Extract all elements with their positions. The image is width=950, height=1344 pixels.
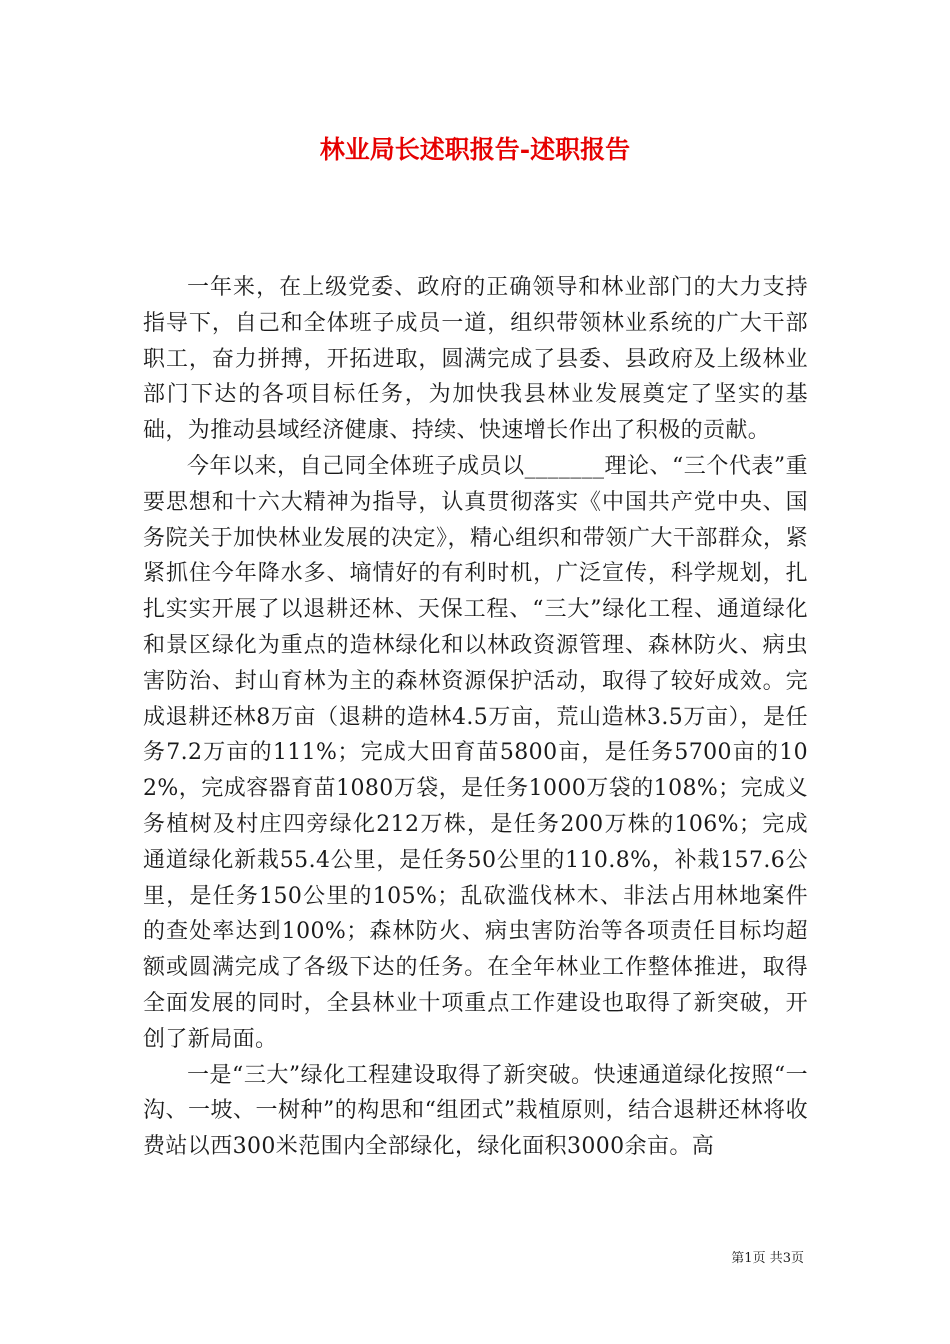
total-pages-number: 3 (782, 1251, 791, 1266)
document-title: 林业局长述职报告-述职报告 (319, 135, 631, 164)
page-prefix: 第 (731, 1251, 745, 1266)
page-suffix: 页 (790, 1251, 804, 1266)
paragraph-greening: 一是“三大”绿化工程建设取得了新突破。快速通道绿化按照“一沟、一坡、一树种”的构思和“组团式”栽植原则，结合退耕还林将收费站以西300米范围内全部绿化，绿化面积3000余亩。高 (143, 1062, 808, 1160)
current-page-number: 1 (744, 1251, 753, 1266)
paragraph-intro: 一年来，在上级党委、政府的正确领导和林业部门的大力支持指导下，自己和全体班子成员一道，组织带领林业系统的广大干部职工，奋力拼搏，开拓进取，圆满完成了县委、县政府及上级林业部门下达的各项目标任务，为加快我县林业发展奠定了坚实的基础，为推动县域经济健康、持续、快速增长作出了积极的贡献。 (143, 275, 808, 444)
page-number-footer (731, 1247, 804, 1266)
page-middle: 页 共 (752, 1251, 783, 1266)
document-body (143, 270, 808, 1165)
paragraph-achievements: 今年以来，自己同全体班子成员以_______理论、“三个代表”重要思想和十六大精神为指导，认真贯彻落实《中国共产党中央、国务院关于加快林业发展的决定》，精心组织和带领广大干部群众，紧紧抓住今年降水多、墒情好的有利时机，广泛宣传，科学规划，扎扎实实开展了以退耕还林、天保工程、“三大”绿化工程、通道绿化和景区绿化为重点的造林绿化和以林政资源管理、森林防火、病虫害防治、封山育林为主的森林资源保护活动，取得了较好成效。完成退耕还林8万亩（退耕的造林4.5万亩，荒山造林3.5万亩），是任务7.2万亩的111%；完成大田育苗5800亩，是任务5700亩的102%，完成容器育苗1080万袋，是任务1000万袋的108%；完成义务植树及村庄四旁绿化212万株，是任务200万株的106%；完成通道绿化新栽55.4公里，是任务50公里的110.8%，补栽157.6公里，是任务150公里的105%；乱砍滥伐林木、非法占用林地案件的查处率达到100%；森林防火、病虫害防治等各项责任目标均超额或圆满完成了各级下达的任务。在全年林业工作整体推进，取得全面发展的同时，全县林业十项重点工作建设也取得了新突破，开创了新局面。 (143, 453, 808, 1052)
